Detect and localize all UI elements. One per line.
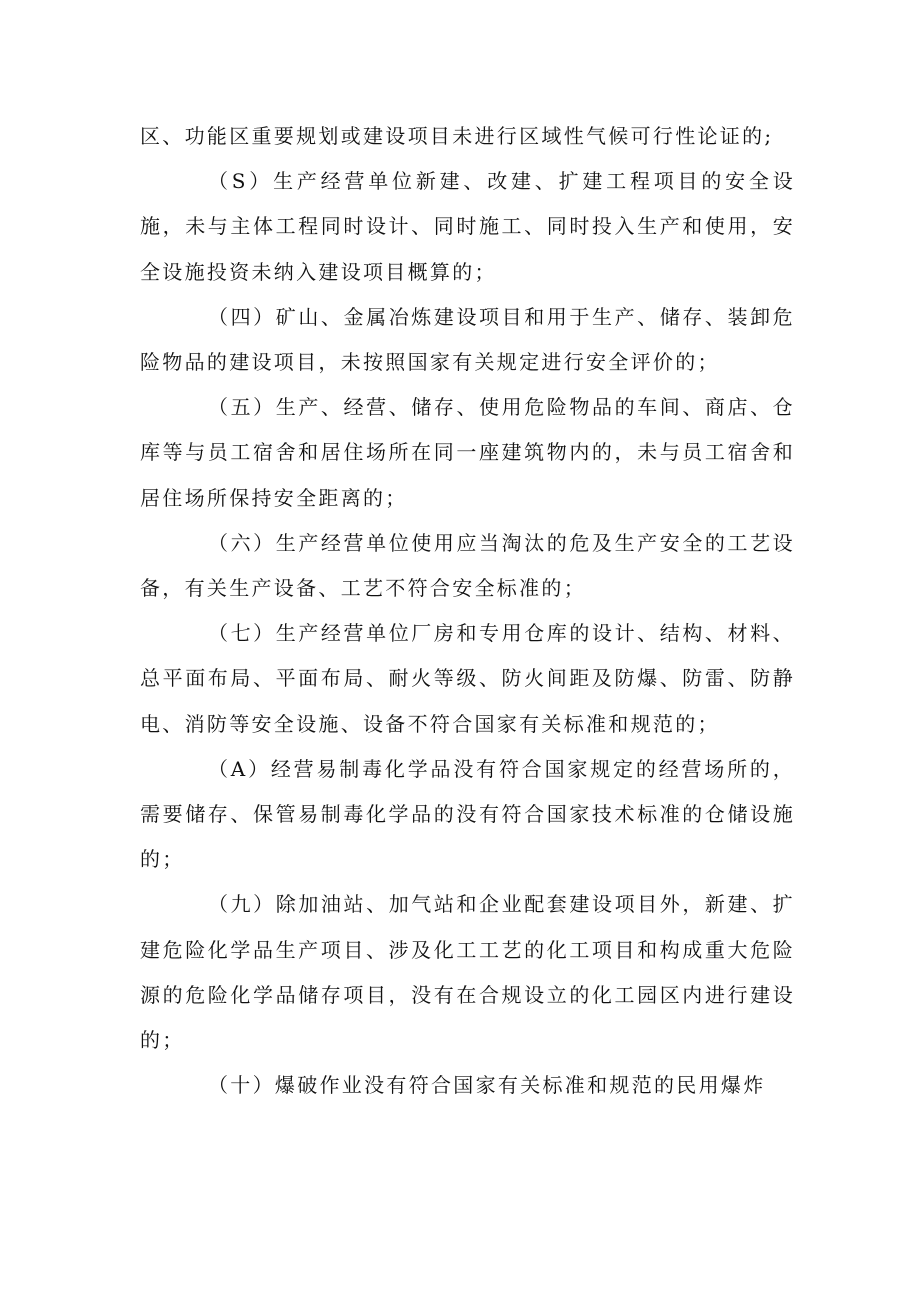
paragraph-item-10: （十）爆破作业没有符合国家有关标准和规范的民用爆炸: [208, 1073, 766, 1098]
paragraph-item-5: （五）生产、经营、储存、使用危险物品的车间、商店、仓库等与员工宿舍和居住场所在同一座建筑物内的，未与员工宿舍和居住场所保持安全距离的；: [140, 395, 795, 510]
paragraph-item-8: （A）经营易制毒化学品没有符合国家规定的经营场所的，需要储存、保管易制毒化学品的没有符合国家技术标准的仓储设施的；: [140, 756, 795, 872]
paragraph-item-6: （六）生产经营单位使用应当淘汰的危及生产安全的工艺设备，有关生产设备、工艺不符合安全标准的；: [140, 530, 795, 601]
paragraph-item-7: （七）生产经营单位厂房和专用仓库的设计、结构、材料、总平面布局、平面布局、耐火等级、防火间距及防爆、防雷、防静电、消防等安全设施、设备不符合国家有关标准和规范的；: [140, 621, 795, 736]
paragraph-item-3: （S）生产经营单位新建、改建、扩建工程项目的安全设施，未与主体工程同时设计、同时施工、同时投入生产和使用，安全设施投资未纳入建设项目概算的；: [140, 169, 795, 284]
paragraph-item-9: （九）除加油站、加气站和企业配套建设项目外，新建、扩建危险化学品生产项目、涉及化工工艺的化工项目和构成重大危险源的危险化学品储存项目，没有在合规设立的化工园区内进行建设的；: [140, 892, 795, 1053]
document-page: [140, 114, 795, 1108]
paragraph-item-4: （四）矿山、金属冶炼建设项目和用于生产、储存、装卸危险物品的建设项目，未按照国家有关规定进行安全评价的；: [140, 304, 795, 375]
paragraph-continuation: 区、功能区重要规划或建设项目未进行区域性气候可行性论证的;: [140, 124, 774, 148]
